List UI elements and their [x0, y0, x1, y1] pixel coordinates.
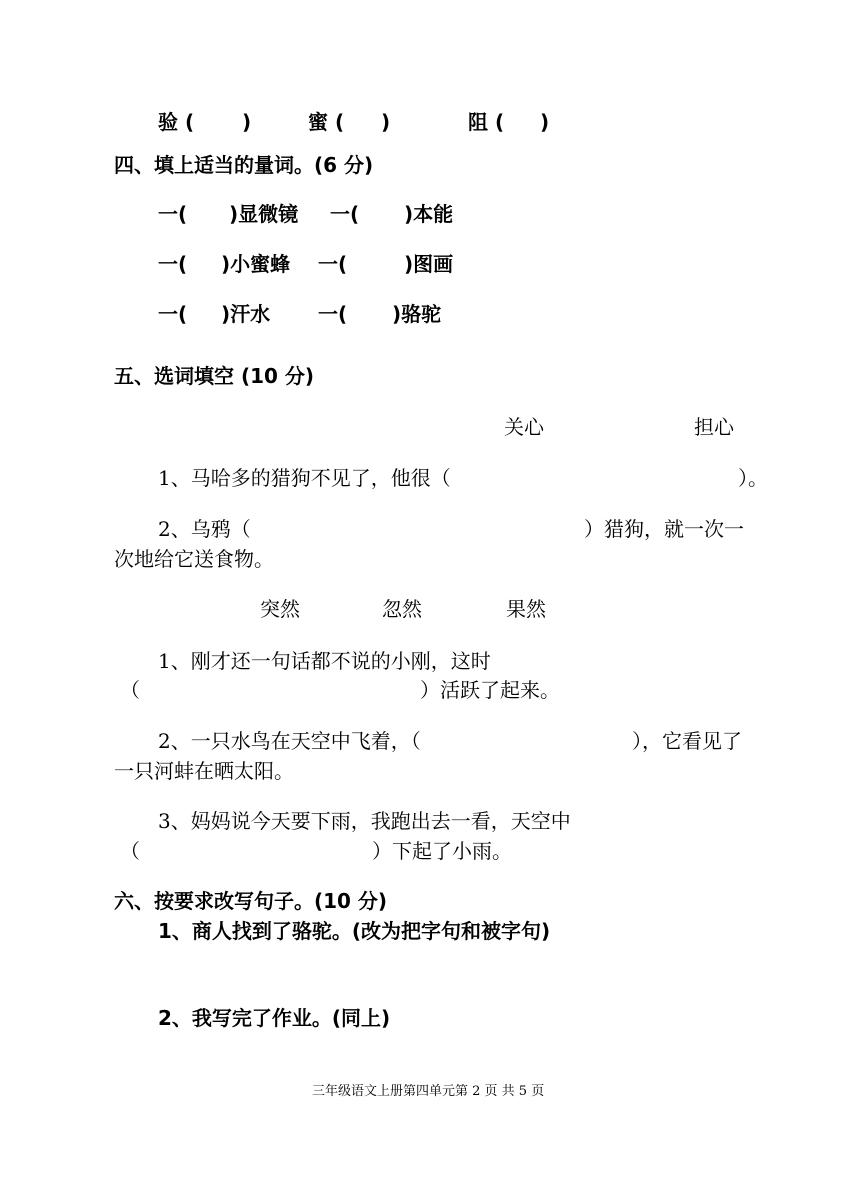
- q5-g1-sentence2-start: 2、乌鸦（: [158, 517, 251, 541]
- q5-title: 五、选词填空 (10 分): [114, 364, 315, 388]
- q5-g2-sentence1: 1、刚才还一句话都不说的小刚，这时: [158, 649, 491, 673]
- q6-item2: 2、我写完了作业。(同上): [158, 1006, 391, 1030]
- q5-g2-sentence1-end: ）活跃了起来。: [420, 678, 560, 702]
- q3-item-zu-open: 阻 (: [468, 110, 505, 134]
- q5-word-turan: 突然: [260, 597, 300, 621]
- q5-g2-sentence3: 3、妈妈说今天要下雨，我跑出去一看，天空中: [158, 809, 571, 833]
- q5-g1-sentence2-cont: 次地给它送食物。: [114, 547, 274, 571]
- q5-g2-sentence2-start: 2、一只水鸟在天空中飞着，（: [158, 729, 421, 753]
- q3-item-mi-open: 蜜 (: [308, 110, 345, 134]
- q4-row2-b-close: )图画: [404, 252, 454, 276]
- q6-item1: 1、商人找到了骆驼。(改为把字句和被字句): [158, 919, 551, 943]
- q4-row2-a-open: 一(: [158, 252, 188, 276]
- q5-g2-sentence3-end: ）下起了小雨。: [372, 839, 512, 863]
- q3-item-yan-open: 验 (: [158, 110, 195, 134]
- q5-g2-sentence1-paren-open: （: [120, 678, 140, 702]
- q5-word-danxin: 担心: [694, 415, 734, 439]
- q5-g1-sentence2-end: ）猎狗，就一次一: [584, 517, 744, 541]
- q5-g2-sentence2-end: ），它看见了: [632, 729, 742, 753]
- q5-word-huran: 忽然: [382, 597, 422, 621]
- q4-row1-b-close: )本能: [404, 202, 454, 226]
- q4-row2-b-open: 一(: [318, 252, 348, 276]
- q3-item-zu-close: ): [540, 110, 550, 134]
- q4-title: 四、填上适当的量词。(6 分): [114, 153, 374, 177]
- q4-row3-b-close: )骆驼: [392, 302, 442, 326]
- q5-g1-sentence1-end: ）。: [738, 466, 768, 490]
- q5-g1-sentence1-start: 1、马哈多的猎狗不见了，他很（: [158, 466, 451, 490]
- q6-title: 六、按要求改写句子。(10 分): [114, 889, 388, 913]
- q4-row3-a-close: )汗水: [221, 302, 271, 326]
- q4-row3-a-open: 一(: [158, 302, 188, 326]
- q5-g2-sentence3-paren-open: （: [120, 839, 140, 863]
- q5-word-guanxin: 关心: [504, 415, 544, 439]
- q5-g2-sentence2-cont: 一只河蚌在晒太阳。: [114, 759, 294, 783]
- q4-row1-a-close: )显微镜: [229, 202, 299, 226]
- q4-row2-a-close: )小蜜蜂: [221, 252, 291, 276]
- q3-item-mi-close: ): [381, 110, 391, 134]
- q5-word-guoran: 果然: [506, 597, 546, 621]
- q4-row1-b-open: 一(: [330, 202, 360, 226]
- q4-row3-b-open: 一(: [318, 302, 348, 326]
- page-footer: 三年级语文上册第四单元第 2 页 共 5 页: [312, 1084, 545, 1099]
- q3-item-yan-close: ): [242, 110, 252, 134]
- q4-row1-a-open: 一(: [158, 202, 188, 226]
